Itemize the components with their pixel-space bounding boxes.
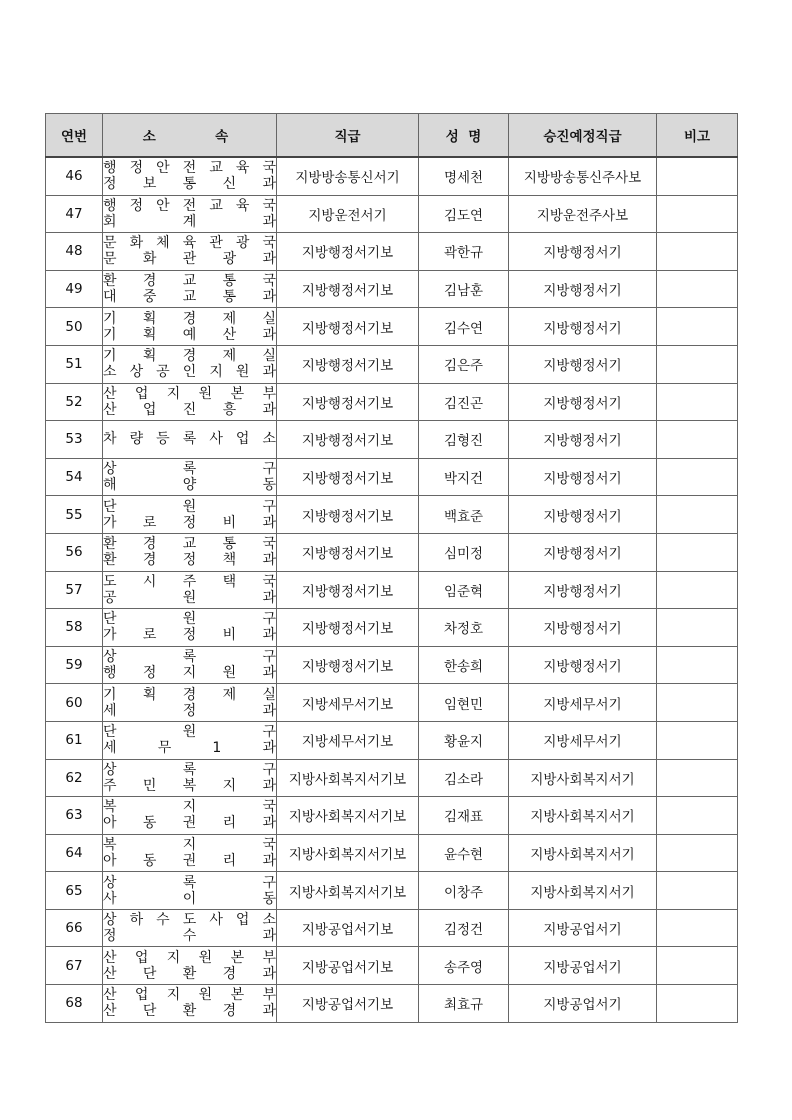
table-body [46, 157, 738, 1022]
dept-lower-line: 기 획 예 산 과 [103, 326, 276, 343]
table-row [46, 533, 738, 571]
row-grade: 지방행정서기보 [277, 458, 419, 496]
promotion-roster-table [45, 113, 738, 1023]
dept-upper-line: 단 원 구 [103, 611, 276, 628]
row-no: 61 [46, 721, 103, 759]
row-promo: 지방행정서기 [509, 571, 657, 609]
row-no: 64 [46, 834, 103, 872]
row-promo: 지방행정서기 [509, 383, 657, 421]
dept-upper-line: 상 록 구 [103, 874, 276, 891]
row-note [657, 834, 738, 872]
row-promo: 지방사회복지서기 [509, 872, 657, 910]
row-promo: 지방사회복지서기 [509, 759, 657, 797]
row-dept [103, 985, 277, 1023]
dept-lower-line: 회 계 과 [103, 213, 276, 230]
header-grade: 직급 [277, 114, 419, 158]
row-dept [103, 797, 277, 835]
row-dept [103, 496, 277, 534]
row-name: 최효규 [419, 985, 509, 1023]
row-note [657, 721, 738, 759]
row-dept [103, 195, 277, 233]
row-grade: 지방사회복지서기보 [277, 797, 419, 835]
row-no: 49 [46, 270, 103, 308]
row-note [657, 270, 738, 308]
table-row [46, 797, 738, 835]
dept-lower-line: 문 화 관 광 과 [103, 251, 276, 268]
row-promo: 지방공업서기 [509, 947, 657, 985]
row-note [657, 759, 738, 797]
dept-lower-line: 세 무 1 과 [103, 740, 276, 757]
row-name: 김재표 [419, 797, 509, 835]
dept-upper-line: 단 원 구 [103, 498, 276, 515]
row-promo: 지방행정서기 [509, 646, 657, 684]
row-dept [103, 872, 277, 910]
row-name: 송주영 [419, 947, 509, 985]
row-dept [103, 571, 277, 609]
row-grade: 지방행정서기보 [277, 345, 419, 383]
dept-lower-line: 아 동 권 리 과 [103, 815, 276, 832]
row-name: 박지건 [419, 458, 509, 496]
dept-lower-line: 환 경 정 책 과 [103, 552, 276, 569]
row-name: 한송희 [419, 646, 509, 684]
row-name: 김은주 [419, 345, 509, 383]
table-row [46, 684, 738, 722]
row-no: 57 [46, 571, 103, 609]
row-name: 김정건 [419, 909, 509, 947]
dept-upper-line: 환 경 교 통 국 [103, 273, 276, 290]
row-dept [103, 609, 277, 647]
dept-upper-line: 기 획 경 제 실 [103, 348, 276, 365]
row-note [657, 421, 738, 459]
table-row [46, 345, 738, 383]
dept-lower-line: 산 업 진 흥 과 [103, 401, 276, 418]
dept-upper-line: 기 획 경 제 실 [103, 686, 276, 703]
table-row [46, 496, 738, 534]
row-note [657, 496, 738, 534]
row-grade: 지방운전서기 [277, 195, 419, 233]
row-no: 55 [46, 496, 103, 534]
row-note [657, 571, 738, 609]
row-grade: 지방사회복지서기보 [277, 759, 419, 797]
row-grade: 지방세무서기보 [277, 721, 419, 759]
row-dept [103, 759, 277, 797]
row-dept [103, 345, 277, 383]
row-grade: 지방행정서기보 [277, 233, 419, 271]
row-grade: 지방공업서기보 [277, 909, 419, 947]
row-name: 김남훈 [419, 270, 509, 308]
dept-upper-line: 산 업 지 원 본 부 [103, 949, 276, 966]
dept-lower-line: 정 보 통 신 과 [103, 176, 276, 193]
row-note [657, 533, 738, 571]
dept-upper-line: 상 하 수 도 사 업 소 [103, 912, 276, 929]
row-promo: 지방행정서기 [509, 496, 657, 534]
header-promo: 승진예정직급 [509, 114, 657, 158]
table-row [46, 909, 738, 947]
row-dept [103, 233, 277, 271]
row-note [657, 195, 738, 233]
header-no: 연번 [46, 114, 103, 158]
dept-lower-line: 가 로 정 비 과 [103, 514, 276, 531]
row-no: 54 [46, 458, 103, 496]
table-row [46, 759, 738, 797]
row-no: 58 [46, 609, 103, 647]
row-promo: 지방공업서기 [509, 985, 657, 1023]
row-no: 51 [46, 345, 103, 383]
row-no: 59 [46, 646, 103, 684]
table-row [46, 308, 738, 346]
row-promo: 지방행정서기 [509, 421, 657, 459]
table-row [46, 646, 738, 684]
row-no: 53 [46, 421, 103, 459]
dept-upper-line: 환 경 교 통 국 [103, 536, 276, 553]
row-promo: 지방운전주사보 [509, 195, 657, 233]
table-row [46, 270, 738, 308]
row-no: 46 [46, 157, 103, 195]
row-note [657, 646, 738, 684]
table-row [46, 571, 738, 609]
row-grade: 지방행정서기보 [277, 270, 419, 308]
dept-lower-line: 행 정 지 원 과 [103, 665, 276, 682]
row-grade: 지방행정서기보 [277, 533, 419, 571]
row-name: 이창주 [419, 872, 509, 910]
row-promo: 지방공업서기 [509, 909, 657, 947]
row-grade: 지방행정서기보 [277, 383, 419, 421]
table-row [46, 157, 738, 195]
row-dept [103, 383, 277, 421]
table-row [46, 195, 738, 233]
row-dept [103, 721, 277, 759]
row-grade: 지방행정서기보 [277, 496, 419, 534]
dept-upper-line: 도 시 주 택 국 [103, 573, 276, 590]
header-row [46, 114, 738, 158]
table-row [46, 834, 738, 872]
table-row [46, 233, 738, 271]
row-name: 김도연 [419, 195, 509, 233]
dept-upper-line: 상 록 구 [103, 649, 276, 666]
row-no: 50 [46, 308, 103, 346]
header-dept-label: 소 속 [142, 129, 237, 145]
row-note [657, 985, 738, 1023]
row-no: 63 [46, 797, 103, 835]
row-grade: 지방방송통신서기 [277, 157, 419, 195]
row-name: 차정호 [419, 609, 509, 647]
dept-upper-line: 행 정 안 전 교 육 국 [103, 160, 276, 177]
row-no: 52 [46, 383, 103, 421]
dept-lower-line: 해 양 동 [103, 477, 276, 494]
row-grade: 지방공업서기보 [277, 947, 419, 985]
dept-lower-line: 산 단 환 경 과 [103, 965, 276, 982]
table-row [46, 872, 738, 910]
row-promo: 지방세무서기 [509, 721, 657, 759]
row-note [657, 345, 738, 383]
row-note [657, 308, 738, 346]
row-note [657, 872, 738, 910]
row-grade: 지방세무서기보 [277, 684, 419, 722]
row-dept [103, 421, 277, 459]
row-no: 62 [46, 759, 103, 797]
row-grade: 지방사회복지서기보 [277, 872, 419, 910]
row-dept [103, 308, 277, 346]
row-no: 67 [46, 947, 103, 985]
table-row [46, 947, 738, 985]
row-no: 47 [46, 195, 103, 233]
row-dept [103, 533, 277, 571]
dept-lower-line: 가 로 정 비 과 [103, 627, 276, 644]
header-dept [103, 114, 277, 158]
row-note [657, 609, 738, 647]
row-name: 김수연 [419, 308, 509, 346]
row-dept [103, 646, 277, 684]
dept-upper-line: 문 화 체 육 관 광 국 [103, 235, 276, 252]
dept-lower-line: 공 원 과 [103, 589, 276, 606]
row-no: 66 [46, 909, 103, 947]
row-name: 심미정 [419, 533, 509, 571]
row-promo: 지방행정서기 [509, 308, 657, 346]
dept-upper-line: 복 지 국 [103, 799, 276, 816]
dept-upper-line: 산 업 지 원 본 부 [103, 987, 276, 1004]
row-name: 임현민 [419, 684, 509, 722]
row-grade: 지방사회복지서기보 [277, 834, 419, 872]
dept-lower-line: 사 이 동 [103, 890, 276, 907]
row-name: 명세천 [419, 157, 509, 195]
row-promo: 지방세무서기 [509, 684, 657, 722]
row-dept [103, 684, 277, 722]
dept-lower-line: 주 민 복 지 과 [103, 777, 276, 794]
table-row [46, 985, 738, 1023]
row-note [657, 233, 738, 271]
row-name: 곽한규 [419, 233, 509, 271]
row-dept [103, 947, 277, 985]
row-promo: 지방행정서기 [509, 345, 657, 383]
row-note [657, 383, 738, 421]
row-name: 임준혁 [419, 571, 509, 609]
row-dept [103, 270, 277, 308]
row-note [657, 458, 738, 496]
row-promo: 지방사회복지서기 [509, 834, 657, 872]
row-grade: 지방행정서기보 [277, 421, 419, 459]
row-promo: 지방행정서기 [509, 609, 657, 647]
row-no: 48 [46, 233, 103, 271]
row-promo: 지방행정서기 [509, 270, 657, 308]
dept-lower-line: 대 중 교 통 과 [103, 289, 276, 306]
dept-upper-line: 단 원 구 [103, 724, 276, 741]
row-name: 윤수현 [419, 834, 509, 872]
row-promo: 지방행정서기 [509, 533, 657, 571]
row-name: 김진곤 [419, 383, 509, 421]
dept-upper-line: 산 업 지 원 본 부 [103, 385, 276, 402]
header-name-label: 성 명 [445, 129, 482, 145]
row-name: 백효준 [419, 496, 509, 534]
row-note [657, 797, 738, 835]
row-name: 김형진 [419, 421, 509, 459]
dept-lower-line: 산 단 환 경 과 [103, 1003, 276, 1020]
dept-lower-line: 소 상 공 인 지 원 과 [103, 364, 276, 381]
row-no: 65 [46, 872, 103, 910]
row-dept [103, 834, 277, 872]
table-row [46, 421, 738, 459]
dept-lower-line: 아 동 권 리 과 [103, 852, 276, 869]
row-note [657, 157, 738, 195]
header-note: 비고 [657, 114, 738, 158]
row-dept [103, 909, 277, 947]
row-grade: 지방행정서기보 [277, 609, 419, 647]
row-promo: 지방행정서기 [509, 233, 657, 271]
dept-single-line: 차 량 등 록 사 업 소 [103, 431, 276, 448]
row-name: 황윤지 [419, 721, 509, 759]
row-grade: 지방행정서기보 [277, 308, 419, 346]
row-grade: 지방행정서기보 [277, 571, 419, 609]
dept-upper-line: 상 록 구 [103, 461, 276, 478]
table-row [46, 721, 738, 759]
row-promo: 지방방송통신주사보 [509, 157, 657, 195]
dept-upper-line: 행 정 안 전 교 육 국 [103, 197, 276, 214]
header-name [419, 114, 509, 158]
row-name: 김소라 [419, 759, 509, 797]
dept-lower-line: 정 수 과 [103, 928, 276, 945]
row-note [657, 684, 738, 722]
row-no: 68 [46, 985, 103, 1023]
dept-upper-line: 복 지 국 [103, 836, 276, 853]
row-grade: 지방행정서기보 [277, 646, 419, 684]
row-note [657, 909, 738, 947]
dept-upper-line: 기 획 경 제 실 [103, 310, 276, 327]
row-grade: 지방공업서기보 [277, 985, 419, 1023]
table-row [46, 458, 738, 496]
row-promo: 지방사회복지서기 [509, 797, 657, 835]
table-row [46, 609, 738, 647]
dept-lower-line: 세 정 과 [103, 702, 276, 719]
row-promo: 지방행정서기 [509, 458, 657, 496]
table-row [46, 383, 738, 421]
row-no: 60 [46, 684, 103, 722]
row-dept [103, 157, 277, 195]
row-note [657, 947, 738, 985]
dept-upper-line: 상 록 구 [103, 761, 276, 778]
row-dept [103, 458, 277, 496]
row-no: 56 [46, 533, 103, 571]
